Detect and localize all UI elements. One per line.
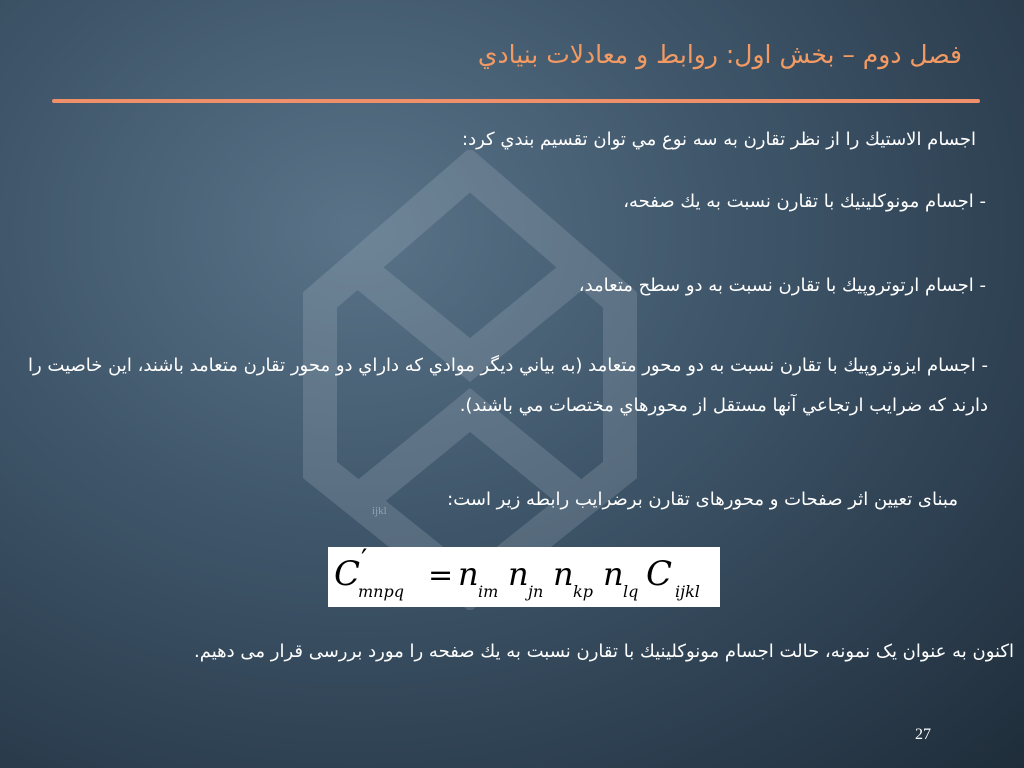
bullet-isotropic: - اجسام ايزوتروپيك با تقارن نسبت به دو محور متعامد (به بياني ديگر موادي كه داراي دو محور تقارن متعامد باشند، اين خاصيت را دارند كه ضرايب ارتجاعي آنها مستقل از محورهاي مختصات مي باشند). bbox=[28, 355, 988, 416]
formula-equals: = bbox=[428, 558, 454, 593]
formula-term-symbol: n bbox=[508, 555, 529, 593]
formula-term-sub: kp bbox=[573, 582, 593, 601]
formula-term-symbol: n bbox=[458, 555, 479, 593]
formula-term-symbol: n bbox=[603, 555, 624, 593]
bullet-monoclinic: - اجسام مونوكلينيك با تقارن نسبت به يك صفحه، bbox=[623, 191, 986, 212]
formula-term-sub: lq bbox=[623, 582, 639, 601]
transformation-formula bbox=[328, 547, 720, 607]
basis-paragraph: مبنای تعیین اثر صفحات و محورهای تقارن برضرایب رابطه زیر است: bbox=[447, 489, 958, 510]
formula-lhs-prime: ′ bbox=[361, 547, 368, 576]
formula-term-sub: im bbox=[478, 582, 499, 601]
final-paragraph: اكنون به عنوان یک نمونه، حالت اجسام مونوكلينيك با تقارن نسبت به يك صفحه را مورد بررسی قرار می دهیم. bbox=[194, 641, 1014, 662]
bullet-orthotropic: - اجسام ارتوتروپيك با تقارن نسبت به دو سطح متعامد، bbox=[578, 275, 986, 296]
intro-paragraph: اجسام الاستيك را از نظر تقارن به سه نوع مي توان تقسيم بندي كرد: bbox=[462, 129, 976, 150]
formula-term-sub: ijkl bbox=[675, 582, 700, 601]
title-divider bbox=[52, 99, 980, 103]
faint-subscript-mark: ijkl bbox=[372, 505, 387, 517]
formula-term-symbol: n bbox=[553, 555, 574, 593]
slide-title: فصل دوم – بخش اول: روابط و معادلات بنيادي bbox=[477, 40, 962, 69]
formula-term-symbol: C bbox=[646, 554, 673, 594]
page-number: 27 bbox=[915, 726, 931, 743]
formula-term-sub: jn bbox=[528, 582, 544, 601]
formula-lhs-sub: mnpq bbox=[358, 582, 404, 601]
formula-lhs-symbol: C bbox=[334, 554, 361, 594]
formula-svg bbox=[328, 547, 720, 607]
